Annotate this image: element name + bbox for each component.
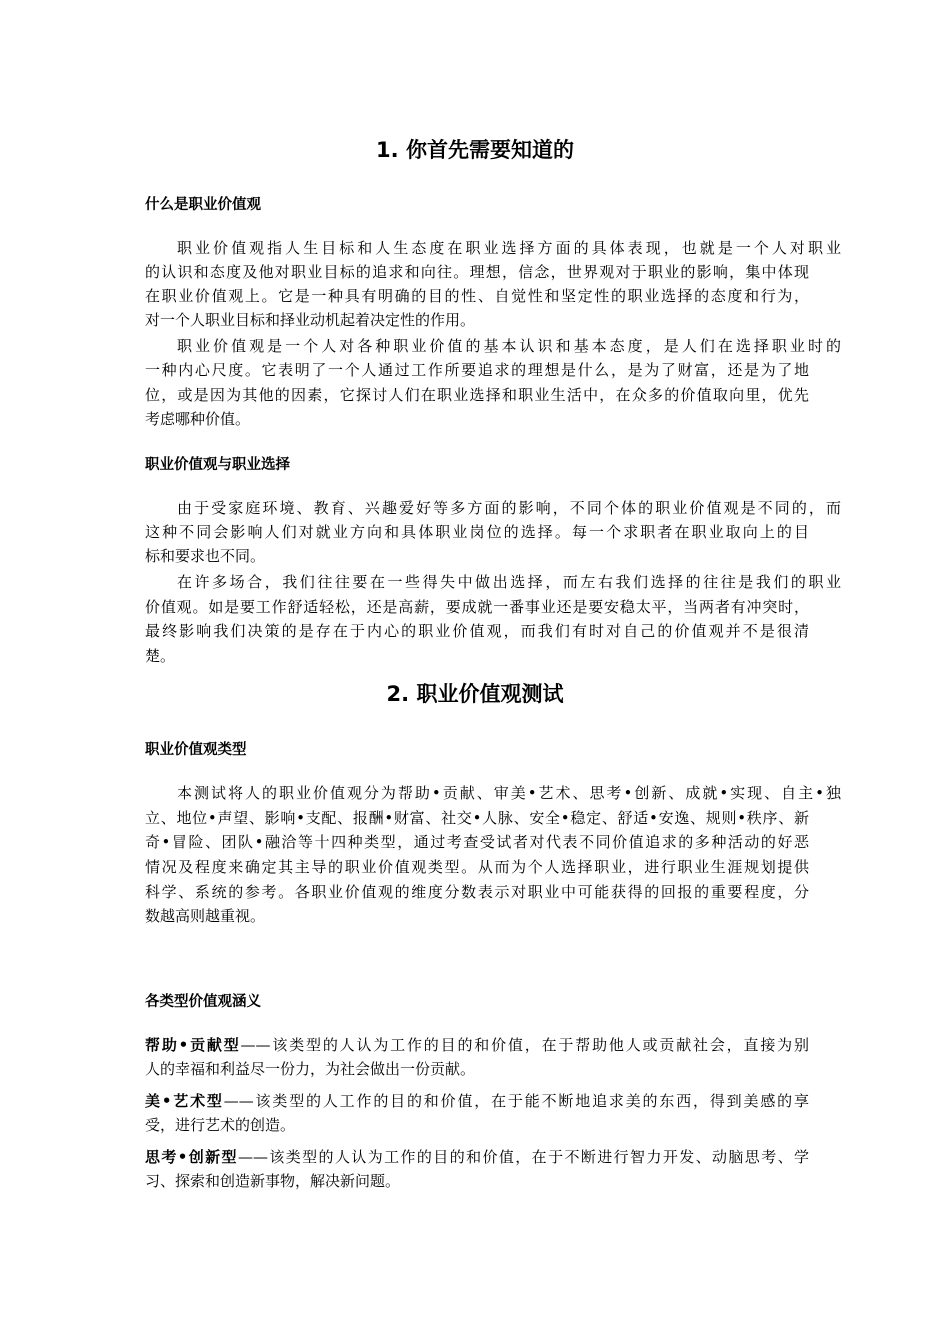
type-definition-line: 人的幸福和利益尽一份力，为社会做出一份贡献。	[145, 1060, 476, 1078]
paragraph-line: 科学、系统的参考。各职业价值观的维度分数表示对职业中可能获得的回报的重要程度，分	[145, 883, 809, 901]
paragraph-line: 这种不同会影响人们对就业方向和具体职业岗位的选择。每一个求职者在职业取向上的目	[145, 523, 809, 541]
paragraph-line: 位，或是因为其他的因素，它探讨人们在职业选择和职业生活中，在众多的价值取向里，优先	[145, 386, 809, 404]
paragraph-line: 立、地位•声望、影响•支配、报酬•财富、社交•人脉、安全•稳定、舒适•安逸、规则•秩序、新	[145, 809, 809, 827]
type-name: 美•艺术型	[145, 1092, 224, 1110]
paragraph-line: 职业价值观指人生目标和人生态度在职业选择方面的具体表现，也就是一个人对职业	[177, 239, 841, 257]
subsection-heading: 职业价值观类型	[145, 742, 247, 758]
paragraph-line: 的认识和态度及他对职业目标的追求和向往。理想，信念，世界观对于职业的影响，集中体现	[145, 263, 809, 281]
type-definition-line	[145, 1089, 809, 1113]
paragraph-line: 最终影响我们决策的是存在于内心的职业价值观，而我们有时对自己的价值观并不是很清	[145, 622, 809, 640]
paragraph-line: 在许多场合，我们往往要在一些得失中做出选择，而左右我们选择的往往是我们的职业	[177, 573, 841, 591]
paragraph-line: 在职业价值观上。它是一种具有明确的目的性、自觉性和坚定性的职业选择的态度和行为，	[145, 287, 809, 305]
type-name: 思考•创新型	[145, 1148, 238, 1166]
type-definition-line	[145, 1033, 809, 1057]
paragraph-line: 标和要求也不同。	[145, 547, 266, 565]
section-title: 2. 职业价值观测试	[386, 682, 564, 706]
type-description: ——该类型的人工作的目的和价值，在于能不断地追求美的东西，得到美感的享	[223, 1092, 809, 1110]
paragraph-line: 一种内心尺度。它表明了一个人通过工作所要追求的理想是什么，是为了财富，还是为了地	[145, 361, 809, 379]
paragraph-line: 职业价值观是一个人对各种职业价值的基本认识和基本态度，是人们在选择职业时的	[177, 337, 841, 355]
type-definition-line: 习、探索和创造新事物，解决新问题。	[145, 1172, 401, 1190]
paragraph-line: 奇•冒险、团队•融洽等十四种类型，通过考查受试者对代表不同价值追求的多种活动的好恶	[145, 833, 809, 851]
paragraph-line: 本测试将人的职业价值观分为帮助•贡献、审美•艺术、思考•创新、成就•实现、自主•独	[177, 784, 841, 802]
subsection-heading: 职业价值观与职业选择	[145, 457, 290, 473]
subsection-heading: 各类型价值观涵义	[145, 994, 261, 1010]
subsection-heading: 什么是职业价值观	[145, 197, 261, 213]
type-description: ——该类型的人认为工作的目的和价值，在于帮助他人或贡献社会，直接为别	[240, 1036, 809, 1054]
paragraph-line: 情况及程度来确定其主导的职业价值观类型。从而为个人选择职业，进行职业生涯规划提供	[145, 858, 809, 876]
type-description: ——该类型的人认为工作的目的和价值，在于不断进行智力开发、动脑思考、学	[237, 1148, 809, 1166]
paragraph-line: 考虑哪种价值。	[145, 410, 251, 428]
type-definition-line: 受，进行艺术的创造。	[145, 1116, 296, 1134]
type-definition-line	[145, 1145, 809, 1169]
paragraph-line: 由于受家庭环境、教育、兴趣爱好等多方面的影响，不同个体的职业价值观是不同的，而	[177, 499, 841, 517]
paragraph-line: 楚。	[145, 647, 176, 665]
type-name: 帮助•贡献型	[145, 1036, 241, 1054]
paragraph-line: 数越高则越重视。	[145, 907, 266, 925]
section-title: 1. 你首先需要知道的	[376, 138, 574, 162]
paragraph-line: 对一个人职业目标和择业动机起着决定性的作用。	[145, 311, 476, 329]
paragraph-line: 价值观。如是要工作舒适轻松，还是高薪，要成就一番事业还是要安稳太平，当两者有冲突时，	[145, 598, 809, 616]
